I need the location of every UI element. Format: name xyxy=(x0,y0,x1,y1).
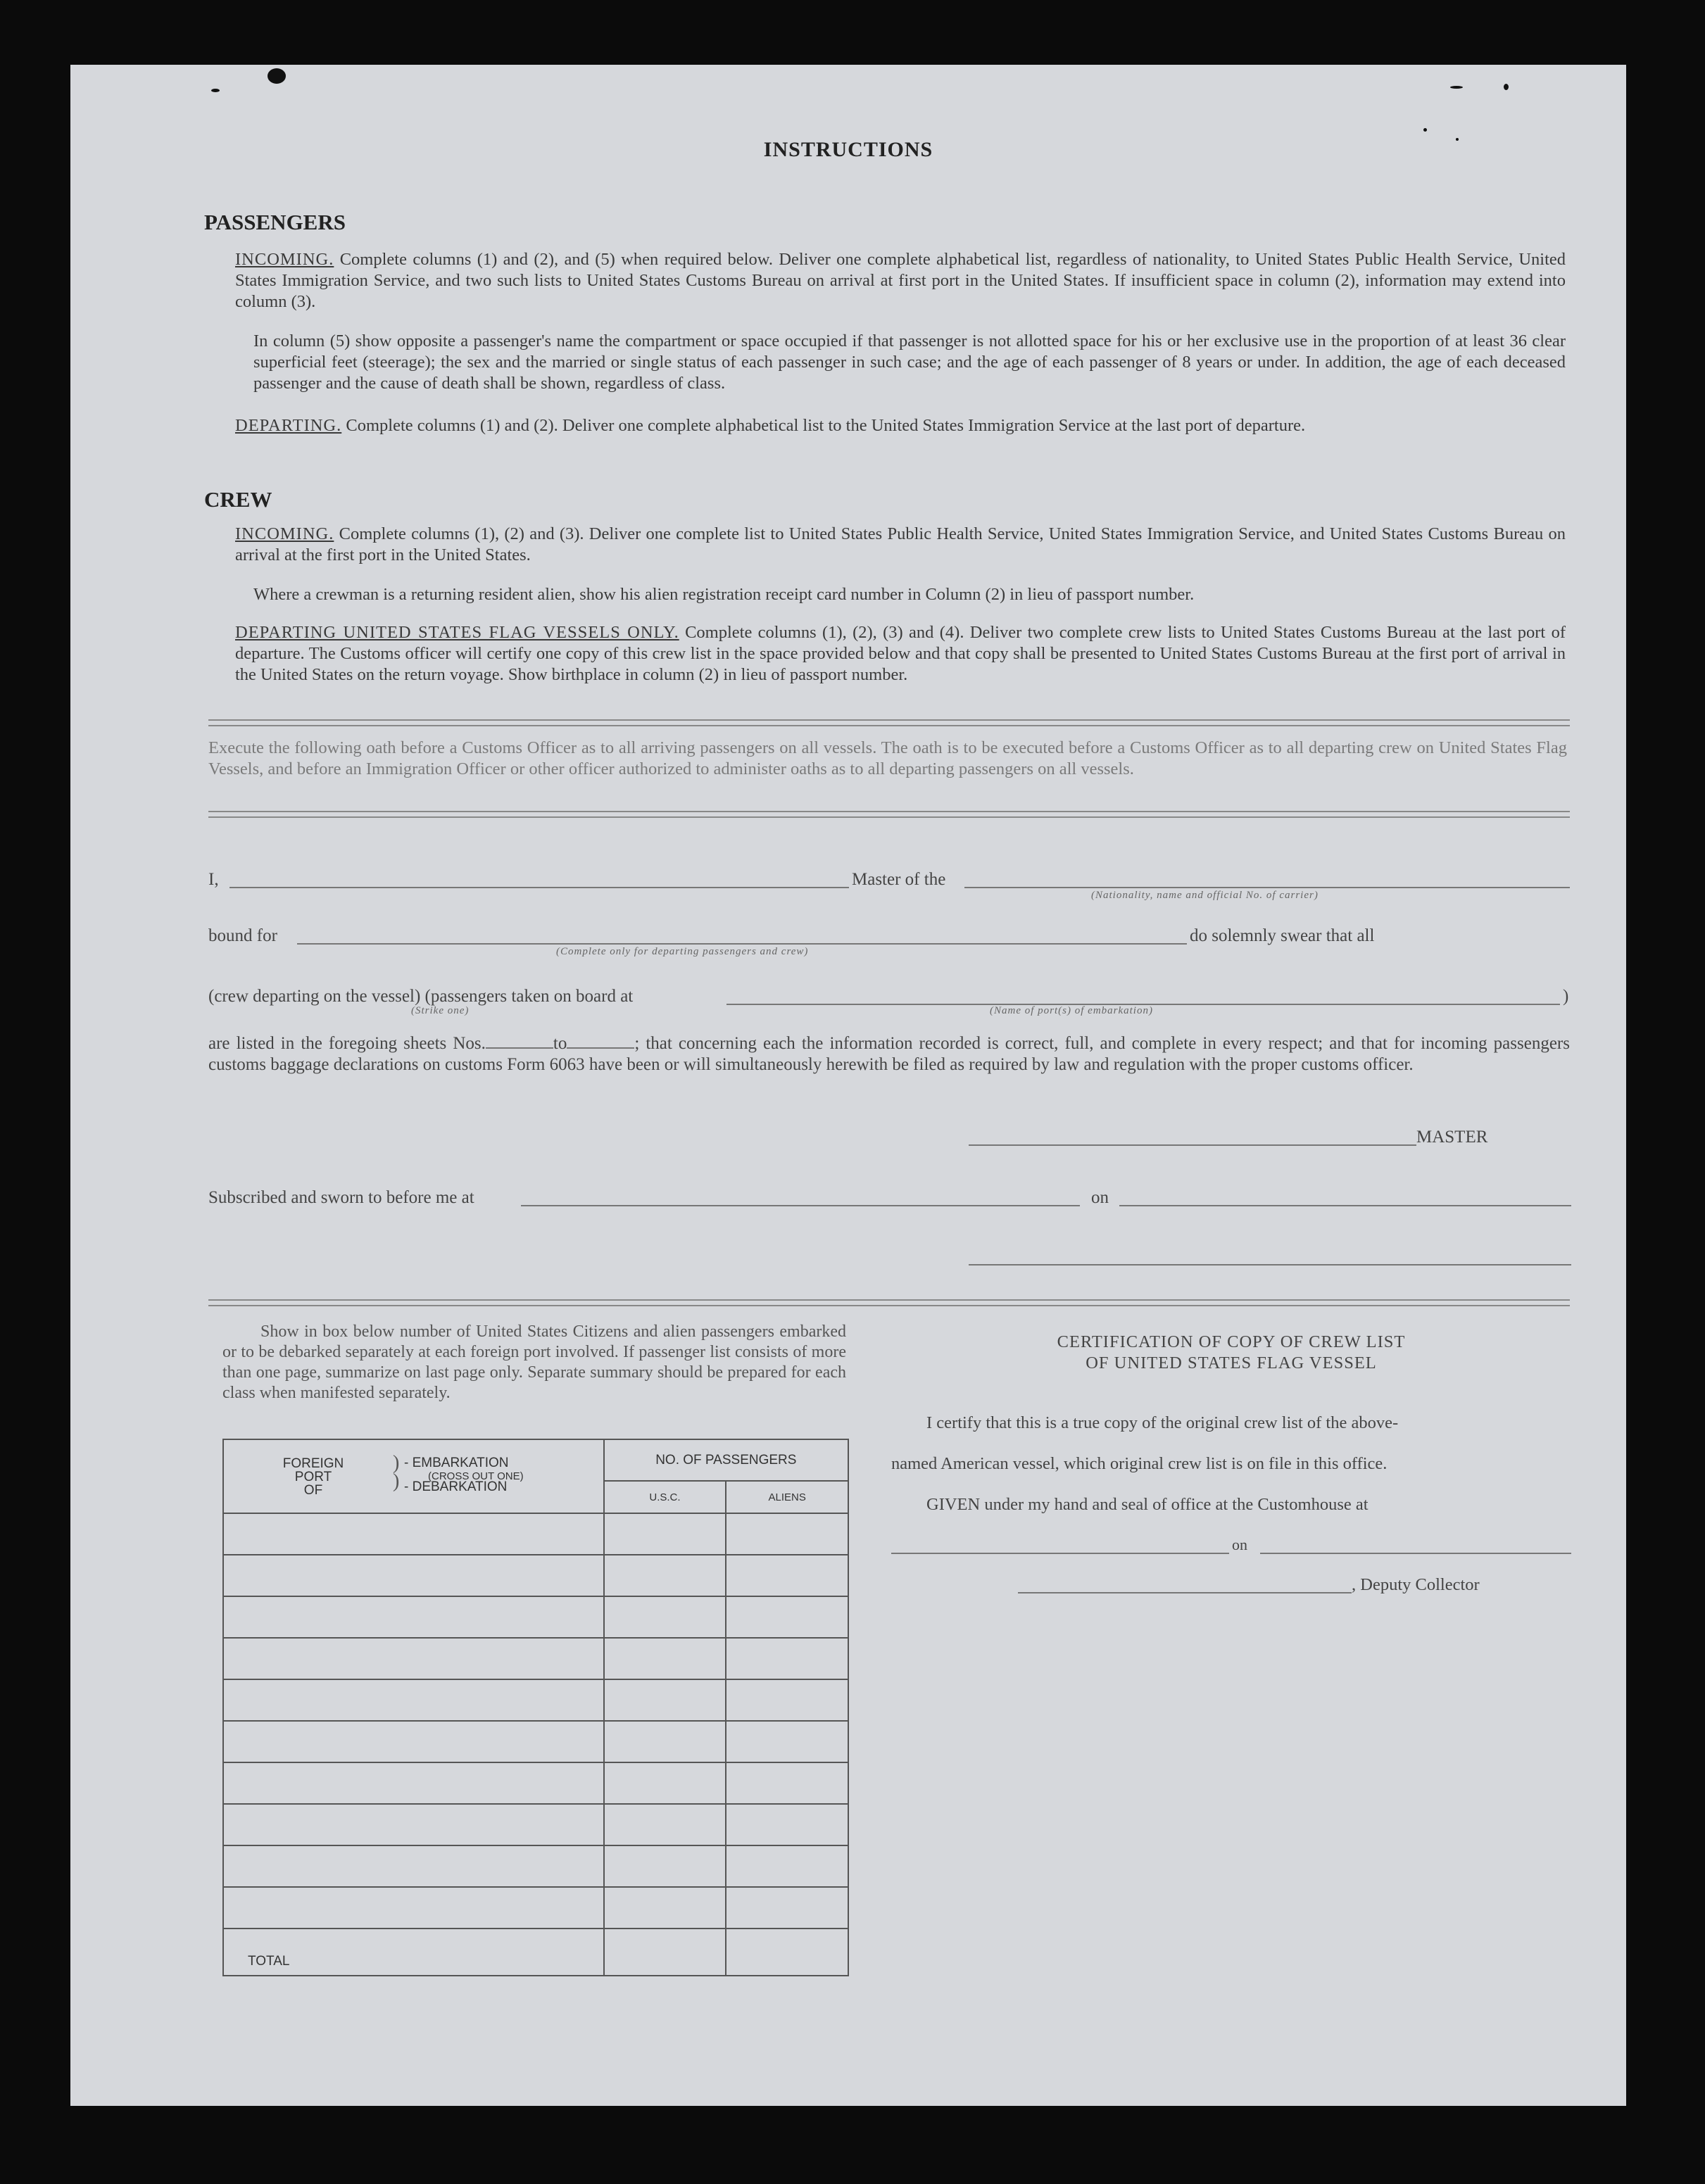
certification-heading xyxy=(891,1332,1571,1374)
crew-departing-lead: DEPARTING UNITED STATES FLAG VESSELS ONLY. xyxy=(235,623,679,642)
deputy-signature-line[interactable] xyxy=(1018,1592,1352,1593)
ink-speck xyxy=(1456,138,1459,141)
passenger-summary-table xyxy=(222,1439,849,1976)
table-row xyxy=(223,1762,848,1804)
oath-i-label: I, xyxy=(208,870,219,889)
oath-intro: Execute the following oath before a Customs Officer as to all arriving passengers on all vessels. The oath is to be executed before a Customs Officer as to all departing crew on United States Flag Vessels, and before an Immigration Officer or other officer authorized to administer oaths as to all departing passengers on all vessels. xyxy=(208,738,1567,778)
strike-one-caption: (Strike one) xyxy=(411,1005,470,1016)
passengers-departing-lead: DEPARTING. xyxy=(235,416,342,435)
certification-line1: I certify that this is a true copy of the original crew list of the above- xyxy=(926,1413,1399,1432)
usc-cell[interactable] xyxy=(604,1804,726,1845)
usc-header: U.S.C. xyxy=(604,1481,726,1513)
sheet-from-line[interactable] xyxy=(486,1047,553,1049)
table-row xyxy=(223,1596,848,1638)
passengers-incoming-text: Complete columns (1) and (2), and (5) when required below. Deliver one complete alphabetical list, regardless of nationality, to United States Public Health Service, United States Immigration Service, and two such lists to United States Customs Bureau on arrival at first port in the United States. If insufficient space in column (2), information may extend into column (3). xyxy=(235,250,1566,311)
usc-cell[interactable] xyxy=(604,1845,726,1887)
crew-passengers-text: (crew departing on the vessel) (passengers taken on board at xyxy=(208,987,634,1006)
table-row xyxy=(223,1845,848,1887)
master-name-line[interactable] xyxy=(229,887,849,888)
usc-cell[interactable] xyxy=(604,1638,726,1679)
usc-cell[interactable] xyxy=(604,1762,726,1804)
bound-for-caption: (Complete only for departing passengers and crew) xyxy=(556,946,809,957)
usc-cell[interactable] xyxy=(604,1555,726,1596)
divider xyxy=(208,1299,1570,1306)
port-cell[interactable] xyxy=(223,1762,604,1804)
aliens-cell[interactable] xyxy=(726,1845,848,1887)
aliens-header: ALIENS xyxy=(726,1481,848,1513)
certification-date-line[interactable] xyxy=(1260,1553,1571,1554)
certification-line3: GIVEN under my hand and seal of office at the Customhouse at xyxy=(926,1495,1369,1514)
usc-total-cell[interactable] xyxy=(604,1929,726,1976)
ink-speck xyxy=(211,89,220,92)
certification-heading-line2: OF UNITED STATES FLAG VESSEL xyxy=(1086,1353,1377,1372)
listed-paragraph xyxy=(208,1033,1570,1075)
usc-cell[interactable] xyxy=(604,1596,726,1638)
crew-heading: CREW xyxy=(204,487,272,512)
passengers-departing-paragraph xyxy=(235,415,1566,436)
customhouse-line[interactable] xyxy=(891,1553,1229,1554)
crew-incoming-text: Complete columns (1), (2) and (3). Deliver one complete list to United States Public Health Service, United States Immigration Service, and United States Customs Bureau on arrival at the first port in the United States. xyxy=(235,524,1566,564)
port-cell[interactable] xyxy=(223,1638,604,1679)
table-row xyxy=(223,1638,848,1679)
passengers-incoming-paragraph xyxy=(235,249,1566,313)
port-cell[interactable] xyxy=(223,1555,604,1596)
aliens-cell[interactable] xyxy=(726,1679,848,1721)
usc-cell[interactable] xyxy=(604,1513,726,1555)
master-of-the-label: Master of the xyxy=(852,870,946,889)
sworn-date-line[interactable] xyxy=(1119,1205,1571,1206)
port-cell[interactable] xyxy=(223,1804,604,1845)
form-sheet xyxy=(70,65,1626,2106)
foreign-port-header xyxy=(223,1439,604,1513)
usc-cell[interactable] xyxy=(604,1887,726,1929)
port-cell[interactable] xyxy=(223,1721,604,1762)
aliens-cell[interactable] xyxy=(726,1513,848,1555)
crew-departing-paragraph xyxy=(235,622,1566,686)
port-cell[interactable] xyxy=(223,1845,604,1887)
subscribed-label: Subscribed and sworn to before me at xyxy=(208,1188,474,1207)
divider xyxy=(208,719,1570,726)
passengers-column5-paragraph: In column (5) show opposite a passenger's name the compartment or space occupied if that passenger is not allotted space for his or her exclusive use in the proportion of at least 36 clear superficial feet (steerage); the sex and the married or single status of each passenger in such case; and the age of each passenger of 8 years or under. In addition, the age of each deceased passenger and the cause of death shall be shown, regardless of class. xyxy=(253,332,1566,393)
aliens-cell[interactable] xyxy=(726,1721,848,1762)
aliens-total-cell[interactable] xyxy=(726,1929,848,1976)
foreign-port-label xyxy=(275,1457,352,1497)
crew-incoming-paragraph xyxy=(235,524,1566,566)
master-label: MASTER xyxy=(1416,1128,1488,1147)
table-row xyxy=(223,1513,848,1555)
ink-speck xyxy=(1450,86,1463,89)
close-paren: ) xyxy=(1563,987,1569,1006)
master-signature-line[interactable] xyxy=(969,1144,1416,1146)
port-label: PORT xyxy=(294,1470,332,1484)
sworn-on-label: on xyxy=(1091,1188,1109,1207)
passengers-departing-text: Complete columns (1) and (2). Deliver one complete alphabetical list to the United States Immigration Service at the last port of departure. xyxy=(346,416,1306,435)
aliens-cell[interactable] xyxy=(726,1887,848,1929)
brace-marks: ) ) xyxy=(393,1452,400,1492)
debarkation-label: - DEBARKATION xyxy=(404,1479,508,1494)
swear-text: do solemnly swear that all xyxy=(1190,926,1375,945)
table-row xyxy=(223,1721,848,1762)
ink-speck xyxy=(1423,128,1427,132)
crew-departing-text: Complete columns (1), (2), (3) and (4). Deliver two complete crew lists to United States Customs Bureau at the last port of departure. The Customs officer will certify one copy of this crew list in the space provided below and that copy shall be presented to United States Customs Bureau at the first port of arrival in the United States on the return voyage. Show birthplace in column (2) in lieu of passport number. xyxy=(235,623,1566,684)
foreign-label: FOREIGN xyxy=(282,1456,344,1471)
officer-signature-line[interactable] xyxy=(969,1264,1571,1265)
usc-cell[interactable] xyxy=(604,1679,726,1721)
deputy-collector-label: , Deputy Collector xyxy=(1352,1575,1480,1594)
carrier-caption: (Nationality, name and official No. of carrier) xyxy=(1091,890,1319,901)
divider xyxy=(208,811,1570,818)
passengers-incoming-lead: INCOMING. xyxy=(235,250,334,269)
listed-text-a: are listed in the foregoing sheets Nos. xyxy=(208,1034,486,1053)
listed-text-b: ; that concerning each the information recorded is correct, full, and complete in every respect; and that for incoming passengers customs baggage declarations on customs Form 6063 have been or will simultaneously herewith be filed as required by law and regulation with the proper customs officer. xyxy=(208,1034,1570,1074)
certification-heading-line1: CERTIFICATION OF COPY OF CREW LIST xyxy=(1057,1332,1406,1351)
port-cell[interactable] xyxy=(223,1679,604,1721)
aliens-cell[interactable] xyxy=(726,1596,848,1638)
summary-note: Show in box below number of United States Citizens and alien passengers embarked or to be debarked separately at each foreign port involved. If passenger list consists of more than one page, summarize on last page only. Separate summary should be prepared for each class when manifested separately. xyxy=(222,1323,846,1402)
table-row xyxy=(223,1555,848,1596)
carrier-line[interactable] xyxy=(964,887,1570,888)
table-row xyxy=(223,1804,848,1845)
total-row xyxy=(223,1929,848,1976)
aliens-cell[interactable] xyxy=(726,1555,848,1596)
sworn-place-line[interactable] xyxy=(521,1205,1080,1206)
bound-for-line[interactable] xyxy=(297,943,1187,945)
embarkation-port-caption: (Name of port(s) of embarkation) xyxy=(990,1005,1153,1016)
bound-for-label: bound for xyxy=(208,926,277,945)
aliens-cell[interactable] xyxy=(726,1638,848,1679)
port-cell[interactable] xyxy=(223,1513,604,1555)
page-title: INSTRUCTIONS xyxy=(763,138,933,161)
certification-line2: named American vessel, which original crew list is on file in this office. xyxy=(891,1454,1388,1473)
certification-on-label: on xyxy=(1232,1536,1247,1553)
no-passengers-header: NO. OF PASSENGERS xyxy=(604,1439,848,1481)
sheet-to-line[interactable] xyxy=(567,1047,634,1049)
crew-resident-paragraph: Where a crewman is a returning resident alien, show his alien registration receipt card number in Column (2) in lieu of passport number. xyxy=(253,585,1195,604)
passengers-heading: PASSENGERS xyxy=(204,210,346,234)
crew-incoming-lead: INCOMING. xyxy=(235,524,334,543)
ink-speck xyxy=(268,68,286,84)
usc-cell[interactable] xyxy=(604,1721,726,1762)
port-cell[interactable] xyxy=(223,1887,604,1929)
of-label: OF xyxy=(303,1483,323,1498)
ink-speck xyxy=(1504,84,1509,90)
cross-out-label: (CROSS OUT ONE) xyxy=(428,1470,524,1482)
aliens-cell[interactable] xyxy=(726,1804,848,1845)
aliens-cell[interactable] xyxy=(726,1762,848,1804)
port-cell[interactable] xyxy=(223,1596,604,1638)
listed-to: to xyxy=(553,1034,567,1053)
table-row xyxy=(223,1887,848,1929)
total-label: TOTAL xyxy=(223,1929,604,1976)
table-row xyxy=(223,1679,848,1721)
embarkation-label: - EMBARKATION xyxy=(404,1456,509,1470)
